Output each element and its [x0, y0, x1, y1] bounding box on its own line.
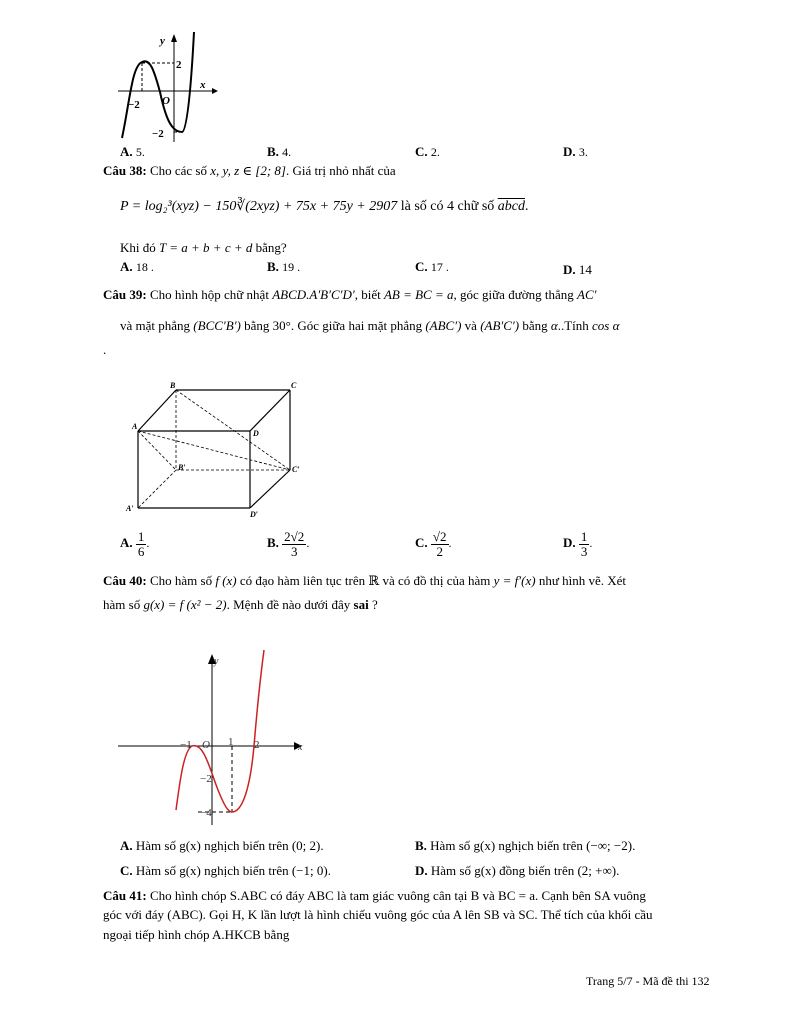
vertex-b: B — [170, 381, 176, 390]
q41-line1: Câu 41: Cho hình chóp S.ABC có đáy ABC là tam giác vuông cân tại B và BC = a. Cạnh bên SA vuông — [103, 888, 646, 903]
q39-stem-line1: Câu 39: Cho hình hộp chữ nhật ABCD.A′B′C′D′, biết AB = BC = a, góc giữa đường thẳng AC′ — [103, 287, 597, 302]
q37-option-d[interactable]: D. 3. — [563, 144, 588, 159]
q40-graph-y: y — [214, 656, 219, 667]
q40-graph-x2: 2 — [254, 739, 260, 751]
vertex-dp: D′ — [250, 510, 259, 518]
graph-y-label: y — [160, 35, 165, 47]
graph-ym2: −2 — [152, 128, 164, 140]
q38-stem: Câu 38: Cho các số x, y, z ∈ [2; 8]. Giá trị nhỏ nhất của — [103, 163, 396, 178]
q40-graph-ym2: −2 — [200, 773, 212, 785]
q38-option-b[interactable]: B. 19 . — [267, 259, 301, 274]
q38-option-a[interactable]: A. 18 . — [120, 259, 154, 274]
q40-option-d[interactable]: D. Hàm số g(x) đồng biến trên (2; +∞). — [415, 863, 620, 878]
q37-option-a[interactable]: A. 5. — [120, 144, 145, 159]
q40-graph-origin: O — [202, 739, 210, 751]
q40-graph-xm1: −1 — [180, 739, 192, 751]
vertex-a: A — [132, 422, 138, 431]
q40-option-b[interactable]: B. Hàm số g(x) nghịch biến trên (−∞; −2). — [415, 838, 636, 853]
q40-graph — [118, 650, 318, 830]
graph-y2: 2 — [176, 59, 182, 71]
q40-graph-x1: 1 — [228, 736, 234, 748]
q37-option-c[interactable]: C. 2. — [415, 144, 440, 159]
q37-option-b[interactable]: B. 4. — [267, 144, 292, 159]
q39-option-c[interactable]: C. $\frac{√2}{2}$ . — [415, 529, 452, 559]
q40-graph-ym4: −4 — [200, 807, 212, 819]
vertex-cp: C′ — [292, 465, 300, 474]
q40-stem-line1: Câu 40: Cho hàm số f (x) có đạo hàm liên tục trên ℝ và có đồ thị của hàm y = f′(x) như hình vẽ. Xét — [103, 573, 627, 588]
q38-option-d[interactable]: D. 14 — [563, 262, 592, 277]
q39-box-figure — [120, 378, 310, 518]
q38-question: Khi đó T = a + b + c + d bằng? — [120, 240, 287, 255]
graph-origin: O — [162, 95, 170, 107]
q40-option-c[interactable]: C. Hàm số g(x) nghịch biến trên (−1; 0). — [120, 863, 331, 878]
q38-option-c[interactable]: C. 17 . — [415, 259, 449, 274]
vertex-bp: B′ — [178, 463, 186, 472]
vertex-c: C — [291, 381, 297, 390]
q40-option-a[interactable]: A. Hàm số g(x) nghịch biến trên (0; 2). — [120, 838, 324, 853]
q39-stem-line2: và mặt phẳng (BCC′B′) bằng 30°. Góc giữa hai mặt phẳng (ABC′) và (AB′C′) bằng α..Tính cos α — [120, 318, 620, 333]
q40-graph-x: x — [298, 742, 303, 753]
graph-x-label: x — [200, 79, 206, 91]
q39-option-d[interactable]: D. $\frac{1}{3}$ . — [563, 529, 593, 559]
graph-xm2: −2 — [128, 99, 140, 111]
vertex-ap: A′ — [126, 504, 134, 513]
q41-line2: góc với đáy (ABC). Gọi H, K lần lượt là hình chiếu vuông góc của A lên SB và SC. Thể tích của khối cầu — [103, 907, 653, 922]
q37-graph — [112, 30, 222, 145]
q40-stem-line2: hàm số g(x) = f (x² − 2). Mệnh đề nào dưới đây sai ? — [103, 597, 378, 612]
q41-line3: ngoại tiếp hình chóp A.HKCB bằng — [103, 927, 290, 942]
q39-option-a[interactable]: A. $\frac{1}{6}$ . — [120, 529, 150, 559]
q38-formula: P = log₂³(xyz) − 150∛(2xyz) + 75x + 75y + 2907 là số có 4 chữ số abcd. — [120, 199, 529, 214]
q39-option-b[interactable]: B. $\frac{2√2}{3}$ . — [267, 529, 310, 559]
page-footer: Trang 5/7 - Mã đề thi 132 — [586, 974, 710, 988]
vertex-d: D — [253, 429, 259, 438]
q39-dot: . — [103, 342, 107, 357]
